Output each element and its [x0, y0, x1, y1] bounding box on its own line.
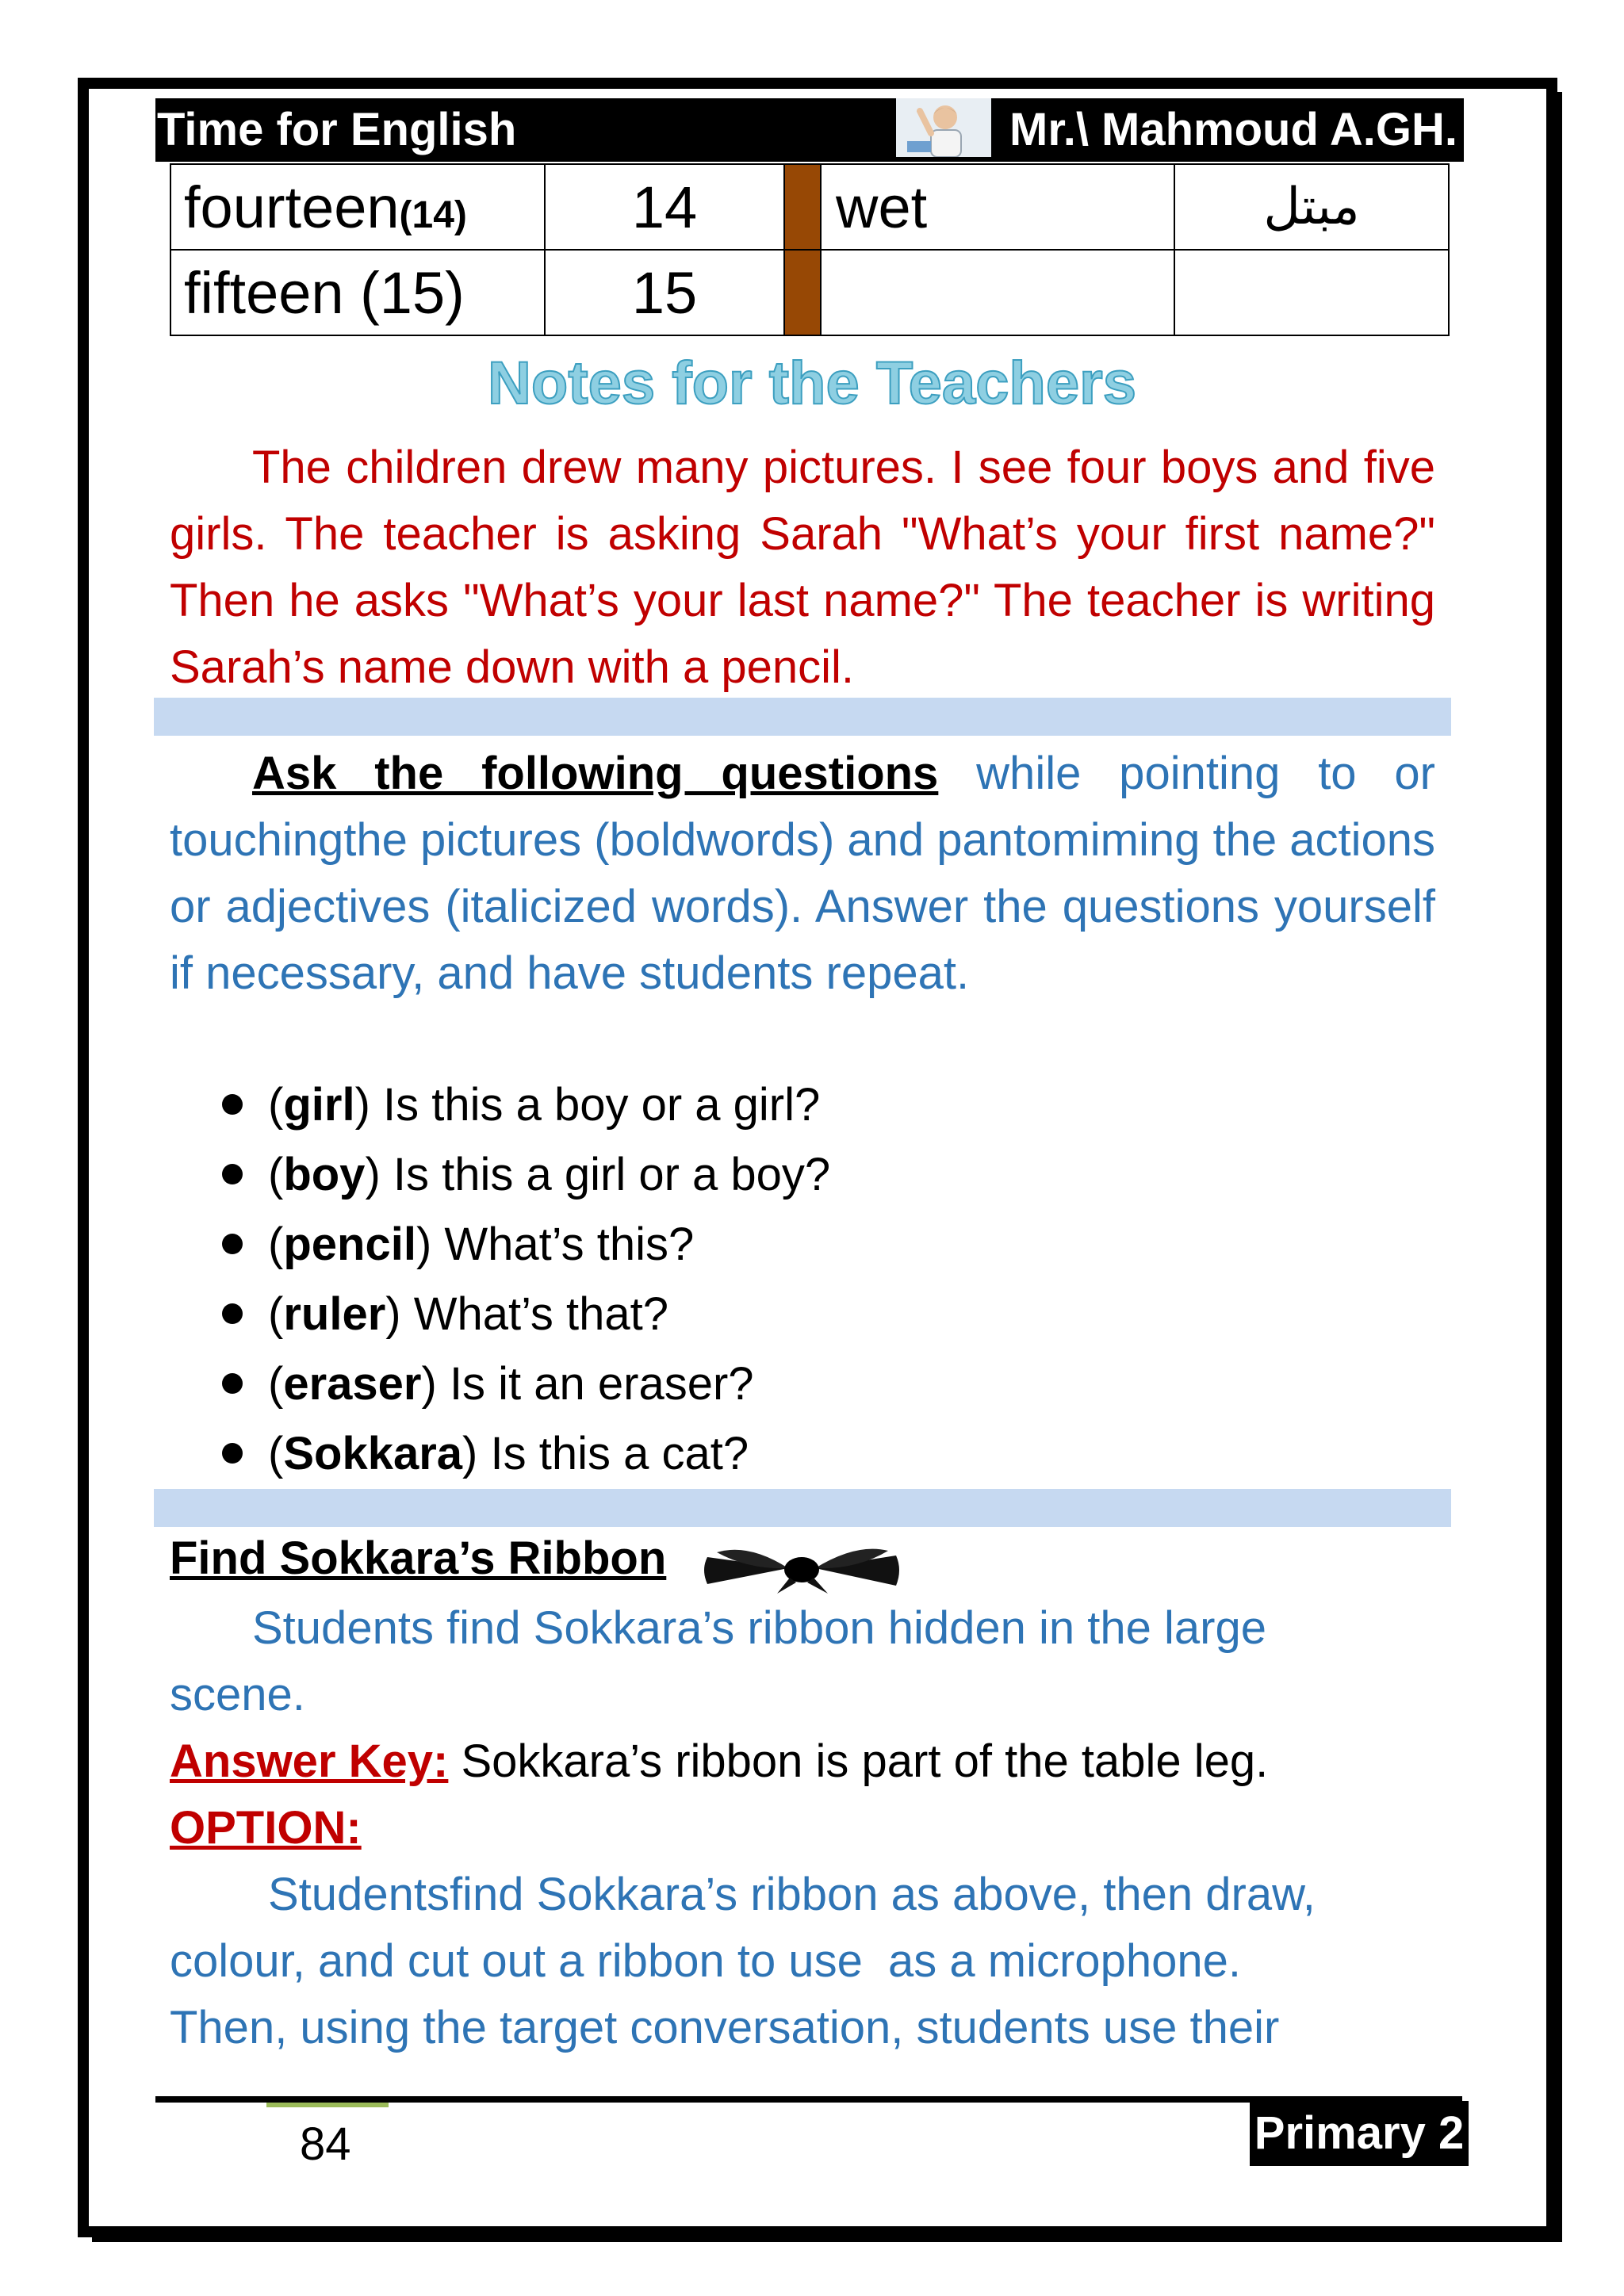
ribbon-description-line2: scene. — [170, 1669, 305, 1720]
vocab-word: fourteen — [184, 174, 400, 240]
answer-key-text: Sokkara’s ribbon is part of the table leg. — [461, 1735, 1269, 1787]
vocab-arabic — [1174, 250, 1449, 335]
table-row — [170, 250, 1449, 335]
header-bar — [155, 98, 1464, 162]
vocab-number: 14 — [545, 164, 784, 250]
questions-instructions-text: while pointing to or touchingthe pictures (boldwords) and pantomiming the actions or adjectives (italicized words). Answer the questions yourself if necessary, and have students repeat. — [170, 748, 1435, 999]
answer-key-line — [170, 1728, 1268, 1795]
vocab-word2 — [821, 250, 1174, 335]
section-divider-band — [154, 1489, 1451, 1527]
header-title-left: Time for English — [157, 104, 517, 155]
grade-badge: Primary 2 — [1250, 2101, 1469, 2166]
vocab-word: fifteen (15) — [184, 259, 465, 326]
ribbon-bow-icon — [701, 1546, 902, 1594]
question-keyword: eraser — [283, 1358, 422, 1410]
list-item: (ruler) What’s that? — [219, 1280, 830, 1349]
table-divider — [784, 164, 821, 250]
bullet-icon — [222, 1234, 243, 1254]
option-label: OPTION: — [170, 1802, 362, 1854]
list-item: (boy) Is this a girl or a boy? — [219, 1140, 830, 1210]
option-text-1: Studentsfind Sokkara’s ribbon as above, then draw, — [268, 1869, 1316, 1920]
question-keyword: girl — [283, 1079, 355, 1131]
ribbon-section-title: Find Sokkara’s Ribbon — [170, 1533, 667, 1584]
question-text: Is this a cat? — [490, 1428, 749, 1479]
option-line2: colour, and cut out a ribbon to use as a microphone. — [170, 1935, 1241, 1987]
vocab-number: 15 — [545, 250, 784, 335]
vocab-arabic: مبتل — [1174, 164, 1449, 250]
question-text: Is this a boy or a girl? — [383, 1079, 821, 1131]
list-item: (Sokkara) Is this a cat? — [219, 1419, 830, 1489]
option-line — [170, 1795, 362, 1862]
page-number: 84 — [300, 2118, 351, 2170]
vocab-word-cell — [170, 164, 545, 250]
questions-heading: Ask the following questions — [252, 748, 939, 799]
header-title-right: Mr.\ Mahmoud A.GH. — [1009, 104, 1457, 155]
child-photo-icon — [896, 98, 991, 157]
list-item: (pencil) What’s this? — [219, 1210, 830, 1280]
option-line3: Then, using the target conversation, students use their — [170, 2002, 1280, 2053]
bullet-icon — [222, 1094, 243, 1115]
table-divider — [784, 250, 821, 335]
question-text: What’s this? — [444, 1219, 695, 1270]
question-text: Is it an eraser? — [449, 1358, 754, 1410]
vocab-word-suffix: (14) — [399, 193, 467, 236]
answer-key-label: Answer Key: — [170, 1735, 449, 1787]
question-keyword: boy — [283, 1149, 366, 1200]
question-keyword: Sokkara — [283, 1428, 463, 1479]
questions-instructions — [170, 740, 1435, 1007]
question-text: Is this a girl or a boy? — [393, 1149, 831, 1200]
bullet-icon — [222, 1443, 243, 1464]
question-keyword: ruler — [283, 1288, 386, 1340]
notes-title: Notes for the Teachers — [488, 350, 1136, 417]
question-text: What’s that? — [413, 1288, 669, 1340]
notes-paragraph — [170, 434, 1435, 701]
ribbon-description-line1 — [170, 1595, 1266, 1662]
bullet-icon — [222, 1164, 243, 1184]
ribbon-description-text: Students find Sokkara’s ribbon hidden in the large — [252, 1602, 1267, 1654]
list-item: (girl) Is this a boy or a girl? — [219, 1070, 830, 1140]
vocab-word-cell — [170, 250, 545, 335]
table-row — [170, 164, 1449, 250]
questions-list — [219, 1070, 830, 1489]
option-line1 — [170, 1862, 1316, 1928]
question-keyword: pencil — [283, 1219, 416, 1270]
section-divider-band — [154, 698, 1451, 736]
footer-accent — [266, 2103, 389, 2107]
vocab-word2: wet — [821, 164, 1174, 250]
list-item: (eraser) Is it an eraser? — [219, 1349, 830, 1419]
bullet-icon — [222, 1303, 243, 1324]
bullet-icon — [222, 1373, 243, 1394]
vocab-table — [170, 163, 1450, 336]
notes-text: The children drew many pictures. I see four boys and five girls. The teacher is asking Sarah "What’s your first name?" Then he asks "What’s your last name?" The teacher is writing Sarah’s name down with a pencil. — [170, 442, 1435, 693]
